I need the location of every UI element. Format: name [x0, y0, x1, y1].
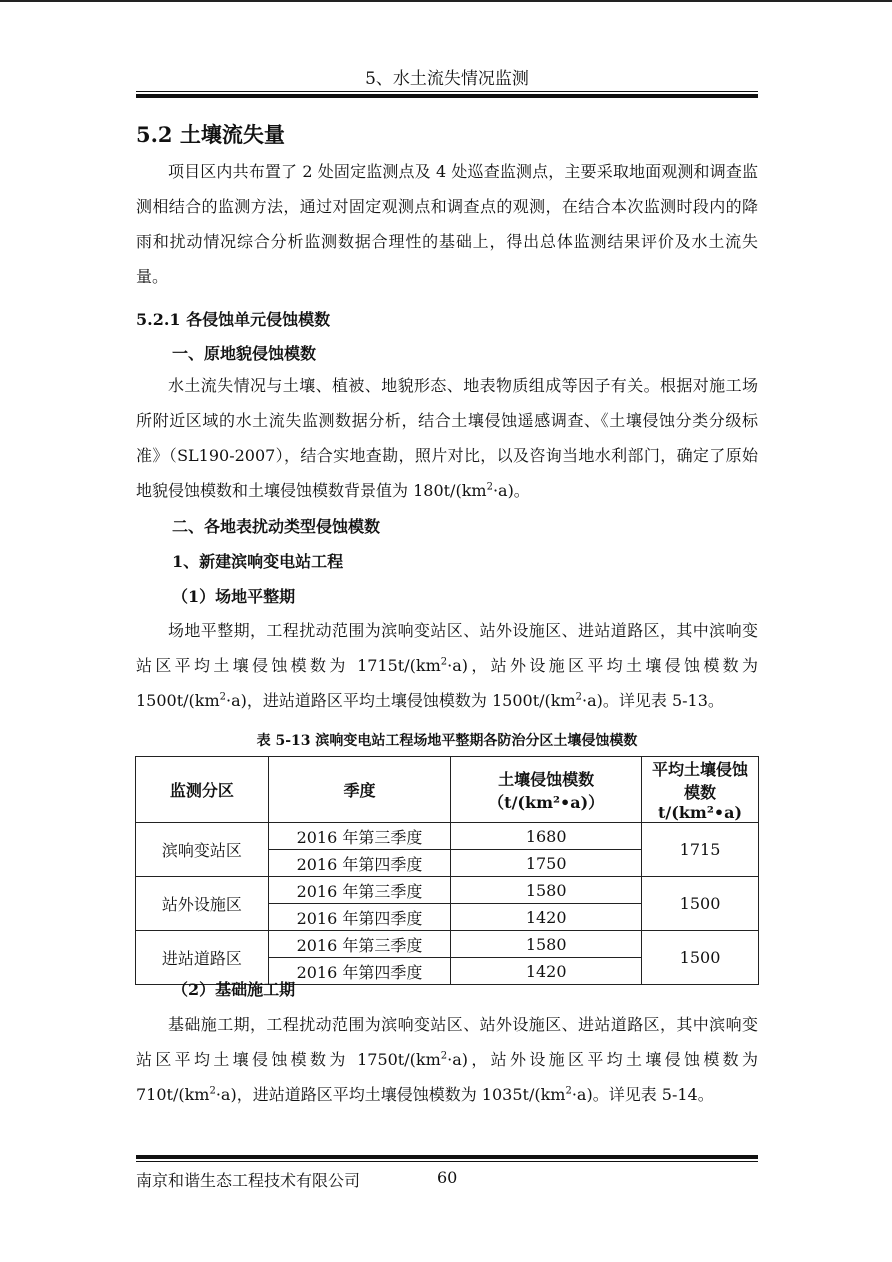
footer-company: 南京和谐生态工程技术有限公司 [136, 1171, 361, 1190]
erosion-table [135, 756, 759, 985]
footer-rule-thick [136, 1155, 758, 1159]
page-number: 60 [437, 1168, 458, 1187]
page-top-border [0, 0, 892, 2]
table-row [136, 877, 759, 904]
value-cell: 1420 [451, 958, 642, 985]
average-cell: 1500 [642, 877, 759, 931]
foundation-paragraph: 基础施工期，工程扰动范围为滨响变站区、站外设施区、进站道路区，其中滨响变站区平均土壤侵蚀模数为 $1750t/(km^2\cdot a)$，站外设施区平均土壤侵蚀模数为 $710t/(km^2\cdot a)$，进站道路区平均土壤侵蚀模数为 $1035t/(km^2\cdot a)$。详见表 5-14。 [136, 1015, 758, 1104]
heading-foundation: （2）基础施工期 [172, 980, 296, 999]
heading-disturbance-types: 二、各地表扰动类型侵蚀模数 [172, 517, 381, 536]
quarter-cell: 2016 年第三季度 [268, 877, 451, 904]
table-caption: 表 5-13 滨响变电站工程场地平整期各防治分区土壤侵蚀模数 [256, 733, 638, 749]
average-cell: 1500 [642, 931, 759, 985]
zone-cell: 站外设施区 [136, 877, 269, 931]
col-average: 平均土壤侵蚀 模数 t/(km²•a) [642, 757, 759, 823]
section-title: 5.2 土壤流失量 [136, 122, 285, 147]
heading-site-leveling: （1）场地平整期 [172, 587, 296, 606]
heading-project: 1、新建滨响变电站工程 [172, 552, 344, 571]
value-cell: 1580 [451, 877, 642, 904]
quarter-cell: 2016 年第四季度 [268, 958, 451, 985]
subsection-title: 5.2.1 各侵蚀单元侵蚀模数 [136, 310, 331, 329]
heading-original-landform: 一、原地貌侵蚀模数 [172, 344, 317, 363]
header-rule-thick [136, 94, 758, 98]
average-cell: 1715 [642, 823, 759, 877]
zone-cell: 滨响变站区 [136, 823, 269, 877]
header-rule-thin [136, 91, 758, 92]
quarter-cell: 2016 年第三季度 [268, 823, 451, 850]
col-zone: 监测分区 [136, 757, 269, 823]
value-cell: 1750 [451, 850, 642, 877]
running-header: 5、水土流失情况监测 [365, 69, 529, 89]
quarter-cell: 2016 年第三季度 [268, 931, 451, 958]
col-modulus: 土壤侵蚀模数 （t/(km²•a)） [451, 757, 642, 823]
site-leveling-paragraph: 场地平整期，工程扰动范围为滨响变站区、站外设施区、进站道路区，其中滨响变站区平均土壤侵蚀模数为 $1715t/(km^2\cdot a)$，站外设施区平均土壤侵蚀模数为 $1500t/(km^2\cdot a)$，进站道路区平均土壤侵蚀模数为 $1500t/(km^2\cdot a)$。详见表 5-13。 [136, 621, 758, 710]
table-header-row [136, 757, 759, 823]
value-cell: 1680 [451, 823, 642, 850]
quarter-cell: 2016 年第四季度 [268, 904, 451, 931]
table-row [136, 931, 759, 958]
intro-paragraph: 项目区内共布置了 2 处固定监测点及 4 处巡查监测点，主要采取地面观测和调查监测相结合的监测方法，通过对固定观测点和调查点的观测，在结合本次监测时段内的降雨和扰动情况综合分析监测数据合理性的基础上，得出总体监测结果评价及水土流失量。 [136, 162, 758, 286]
value-cell: 1420 [451, 904, 642, 931]
original-landform-paragraph: 水土流失情况与土壤、植被、地貌形态、地表物质组成等因子有关。根据对施工场所附近区域的水土流失监测数据分析，结合土壤侵蚀遥感调查、《土壤侵蚀分类分级标准》（SL190-2007），结合实地查勘，照片对比，以及咨询当地水利部门，确定了原始地貌侵蚀模数和土壤侵蚀模数背景值为 $180t/(km^2\cdot a)$。 [136, 376, 758, 500]
quarter-cell: 2016 年第四季度 [268, 850, 451, 877]
col-quarter: 季度 [268, 757, 451, 823]
value-cell: 1580 [451, 931, 642, 958]
zone-cell: 进站道路区 [136, 931, 269, 985]
table-row [136, 823, 759, 850]
footer-rule-thin [136, 1161, 758, 1162]
